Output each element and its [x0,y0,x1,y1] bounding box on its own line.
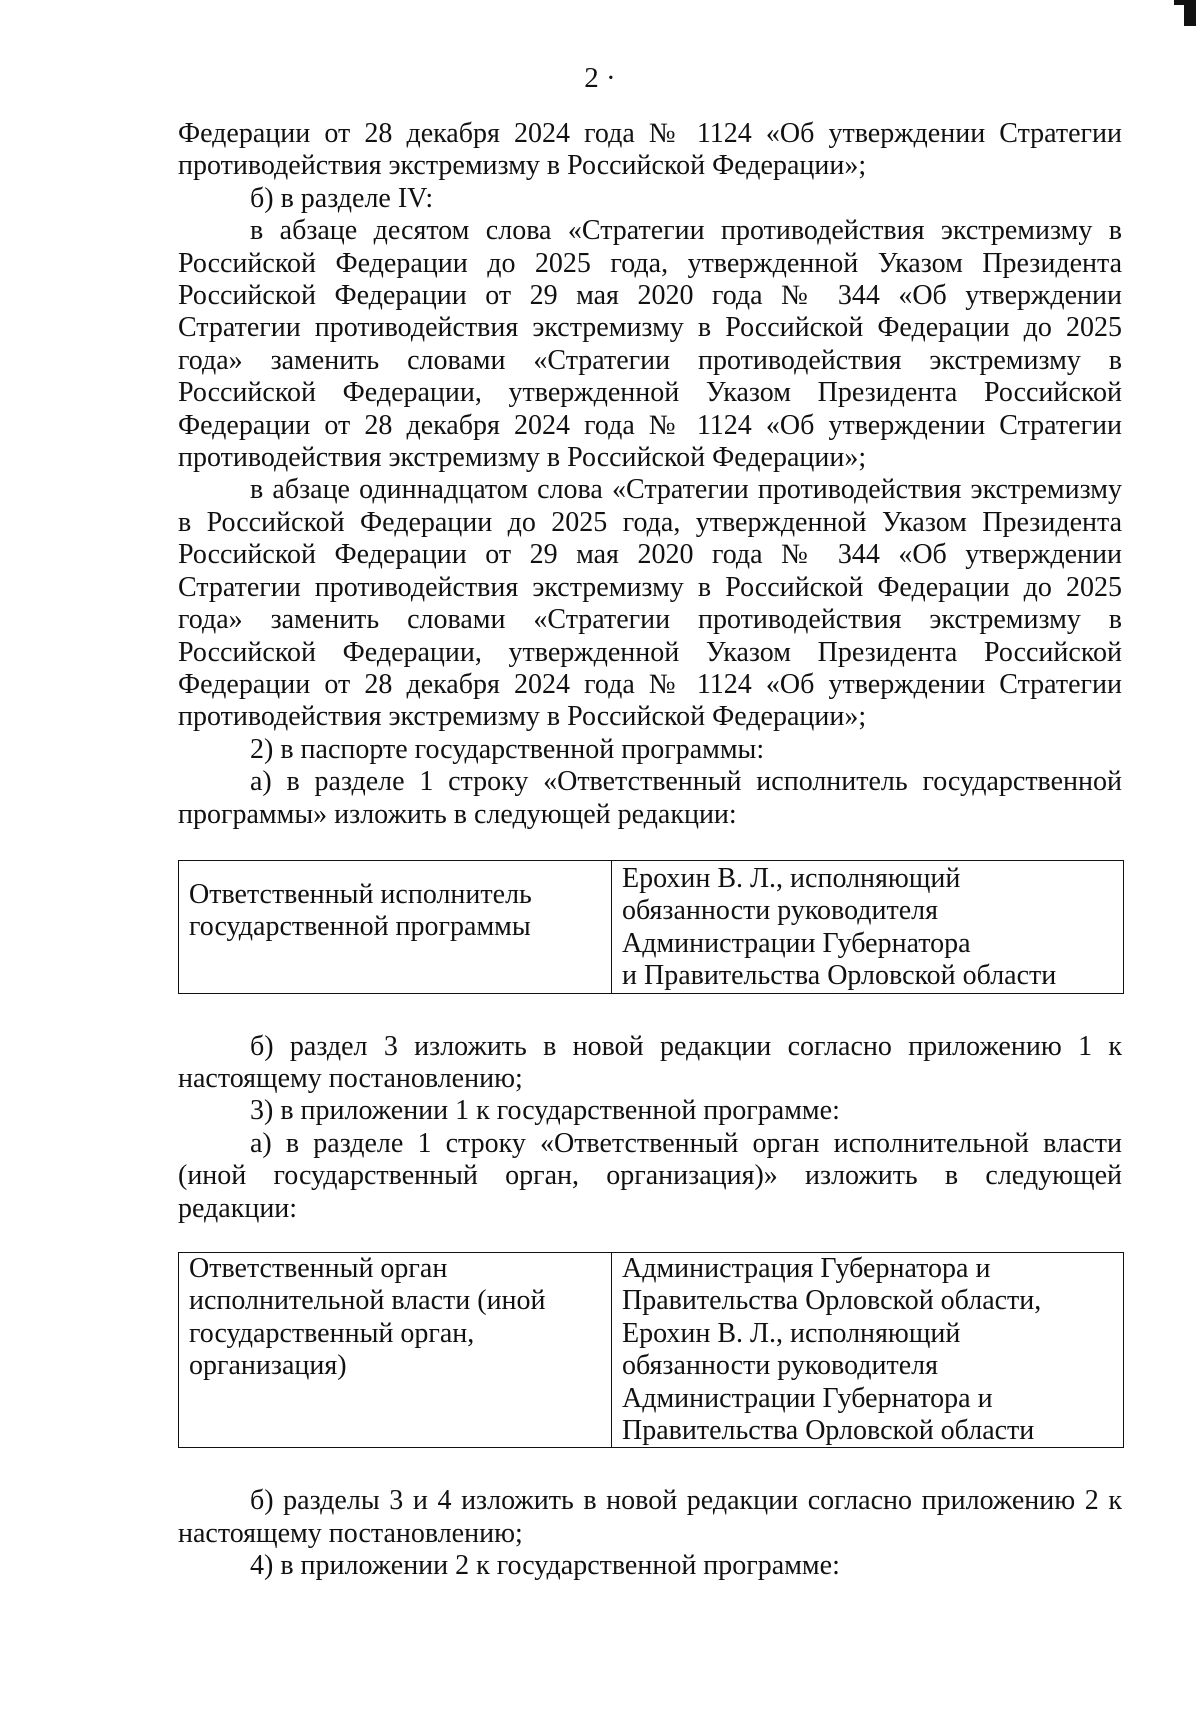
paragraph: б) раздел 3 изложить в новой редакции согласно приложению 1 к настоящему постановлению; [178,1030,1122,1094]
cell-line: обязанности руководителя [622,895,939,927]
paragraph: 4) в приложении 2 к государственной программе: [250,1550,840,1582]
cell-line: государственный орган, [189,1317,475,1349]
paragraph: 2) в паспорте государственной программы: [250,733,765,765]
cell-line: Администрации Губернатора и [622,1382,993,1414]
paragraph: Федерации от 28 декабря 2024 года № 1124 «Об утверждении Стратегии противодействия экстремизму в Российской Федерации»; [178,118,1122,182]
paragraph: б) разделы 3 и 4 изложить в новой редакции согласно приложению 2 к настоящему постановлению; [178,1485,1122,1549]
responsible-executor-table [178,860,1124,994]
cell-line: Ерохин В. Л., исполняющий [622,1317,961,1349]
paragraph: в абзаце десятом слова «Стратегии противодействия экстремизму в Российской Федерации до 2025 года, утвержденной Указом Президента Российской Федерации от 29 мая 2020 года № 344 «Об утверждении Стратегии противодействия экстремизму в Российской Федерации до 2025 года» заменить словами «Стратегии противодействия экстремизму в Российской Федерации, утвержденной Указом Президента Российской Федерации от 28 декабря 2024 года № 1124 «Об утверждении Стратегии противодействия экстремизму в Российской Федерации»; [178,215,1122,474]
page-number: 2 · [584,62,616,94]
cell-line: и Правительства Орловской области [622,960,1057,992]
paragraph: а) в разделе 1 строку «Ответственный орган исполнительной власти (иной государственный орган, организация)» изложить в следующей редакции: [178,1127,1122,1224]
table-cell-label [179,1253,612,1448]
paragraphs-block-1 [178,118,1122,831]
paragraph: 3) в приложении 1 к государственной программе: [250,1095,840,1127]
paragraph: б) в разделе IV: [250,182,434,214]
paragraphs-block-2 [178,1031,1122,1225]
cell-line: Администрации Губернатора [622,927,971,959]
paragraphs-block-3 [178,1485,1122,1582]
cell-line: Ответственный орган [189,1253,448,1284]
table-row [179,860,1124,993]
cell-line: Ерохин В. Л., исполняющий [622,862,961,894]
cell-line: Правительства Орловской области [622,1415,1035,1447]
table-cell-value [612,1253,1124,1448]
table-row [179,1253,1124,1448]
table-cell-label [179,860,612,993]
paragraph: в абзаце одиннадцатом слова «Стратегии противодействия экстремизму в Российской Федерации до 2025 года, утвержденной Указом Президента Российской Федерации от 29 мая 2020 года № 344 «Об утверждении Стратегии противодействия экстремизму в Российской Федерации до 2025 года» заменить словами «Стратегии противодействия экстремизму в Российской Федерации, утвержденной Указом Президента Российской Федерации от 28 декабря 2024 года № 1124 «Об утверждении Стратегии противодействия экстремизму в Российской Федерации»; [178,474,1122,733]
cell-line: исполнительной власти (иной [189,1285,546,1317]
scan-corner-tick [1174,0,1196,5]
cell-line: государственной программы [189,911,531,943]
cell-line: Правительства Орловской области, [622,1285,1042,1317]
responsible-authority-table [178,1252,1124,1448]
cell-line: Ответственный исполнитель [189,878,532,910]
cell-line: Администрация Губернатора и [622,1253,991,1284]
document-body [178,118,1122,1583]
table-cell-value [612,860,1124,993]
cell-line: организация) [189,1350,347,1382]
cell-line: обязанности руководителя [622,1350,939,1382]
paragraph: а) в разделе 1 строку «Ответственный исполнитель государственной программы» изложить в следующей редакции: [178,766,1122,830]
